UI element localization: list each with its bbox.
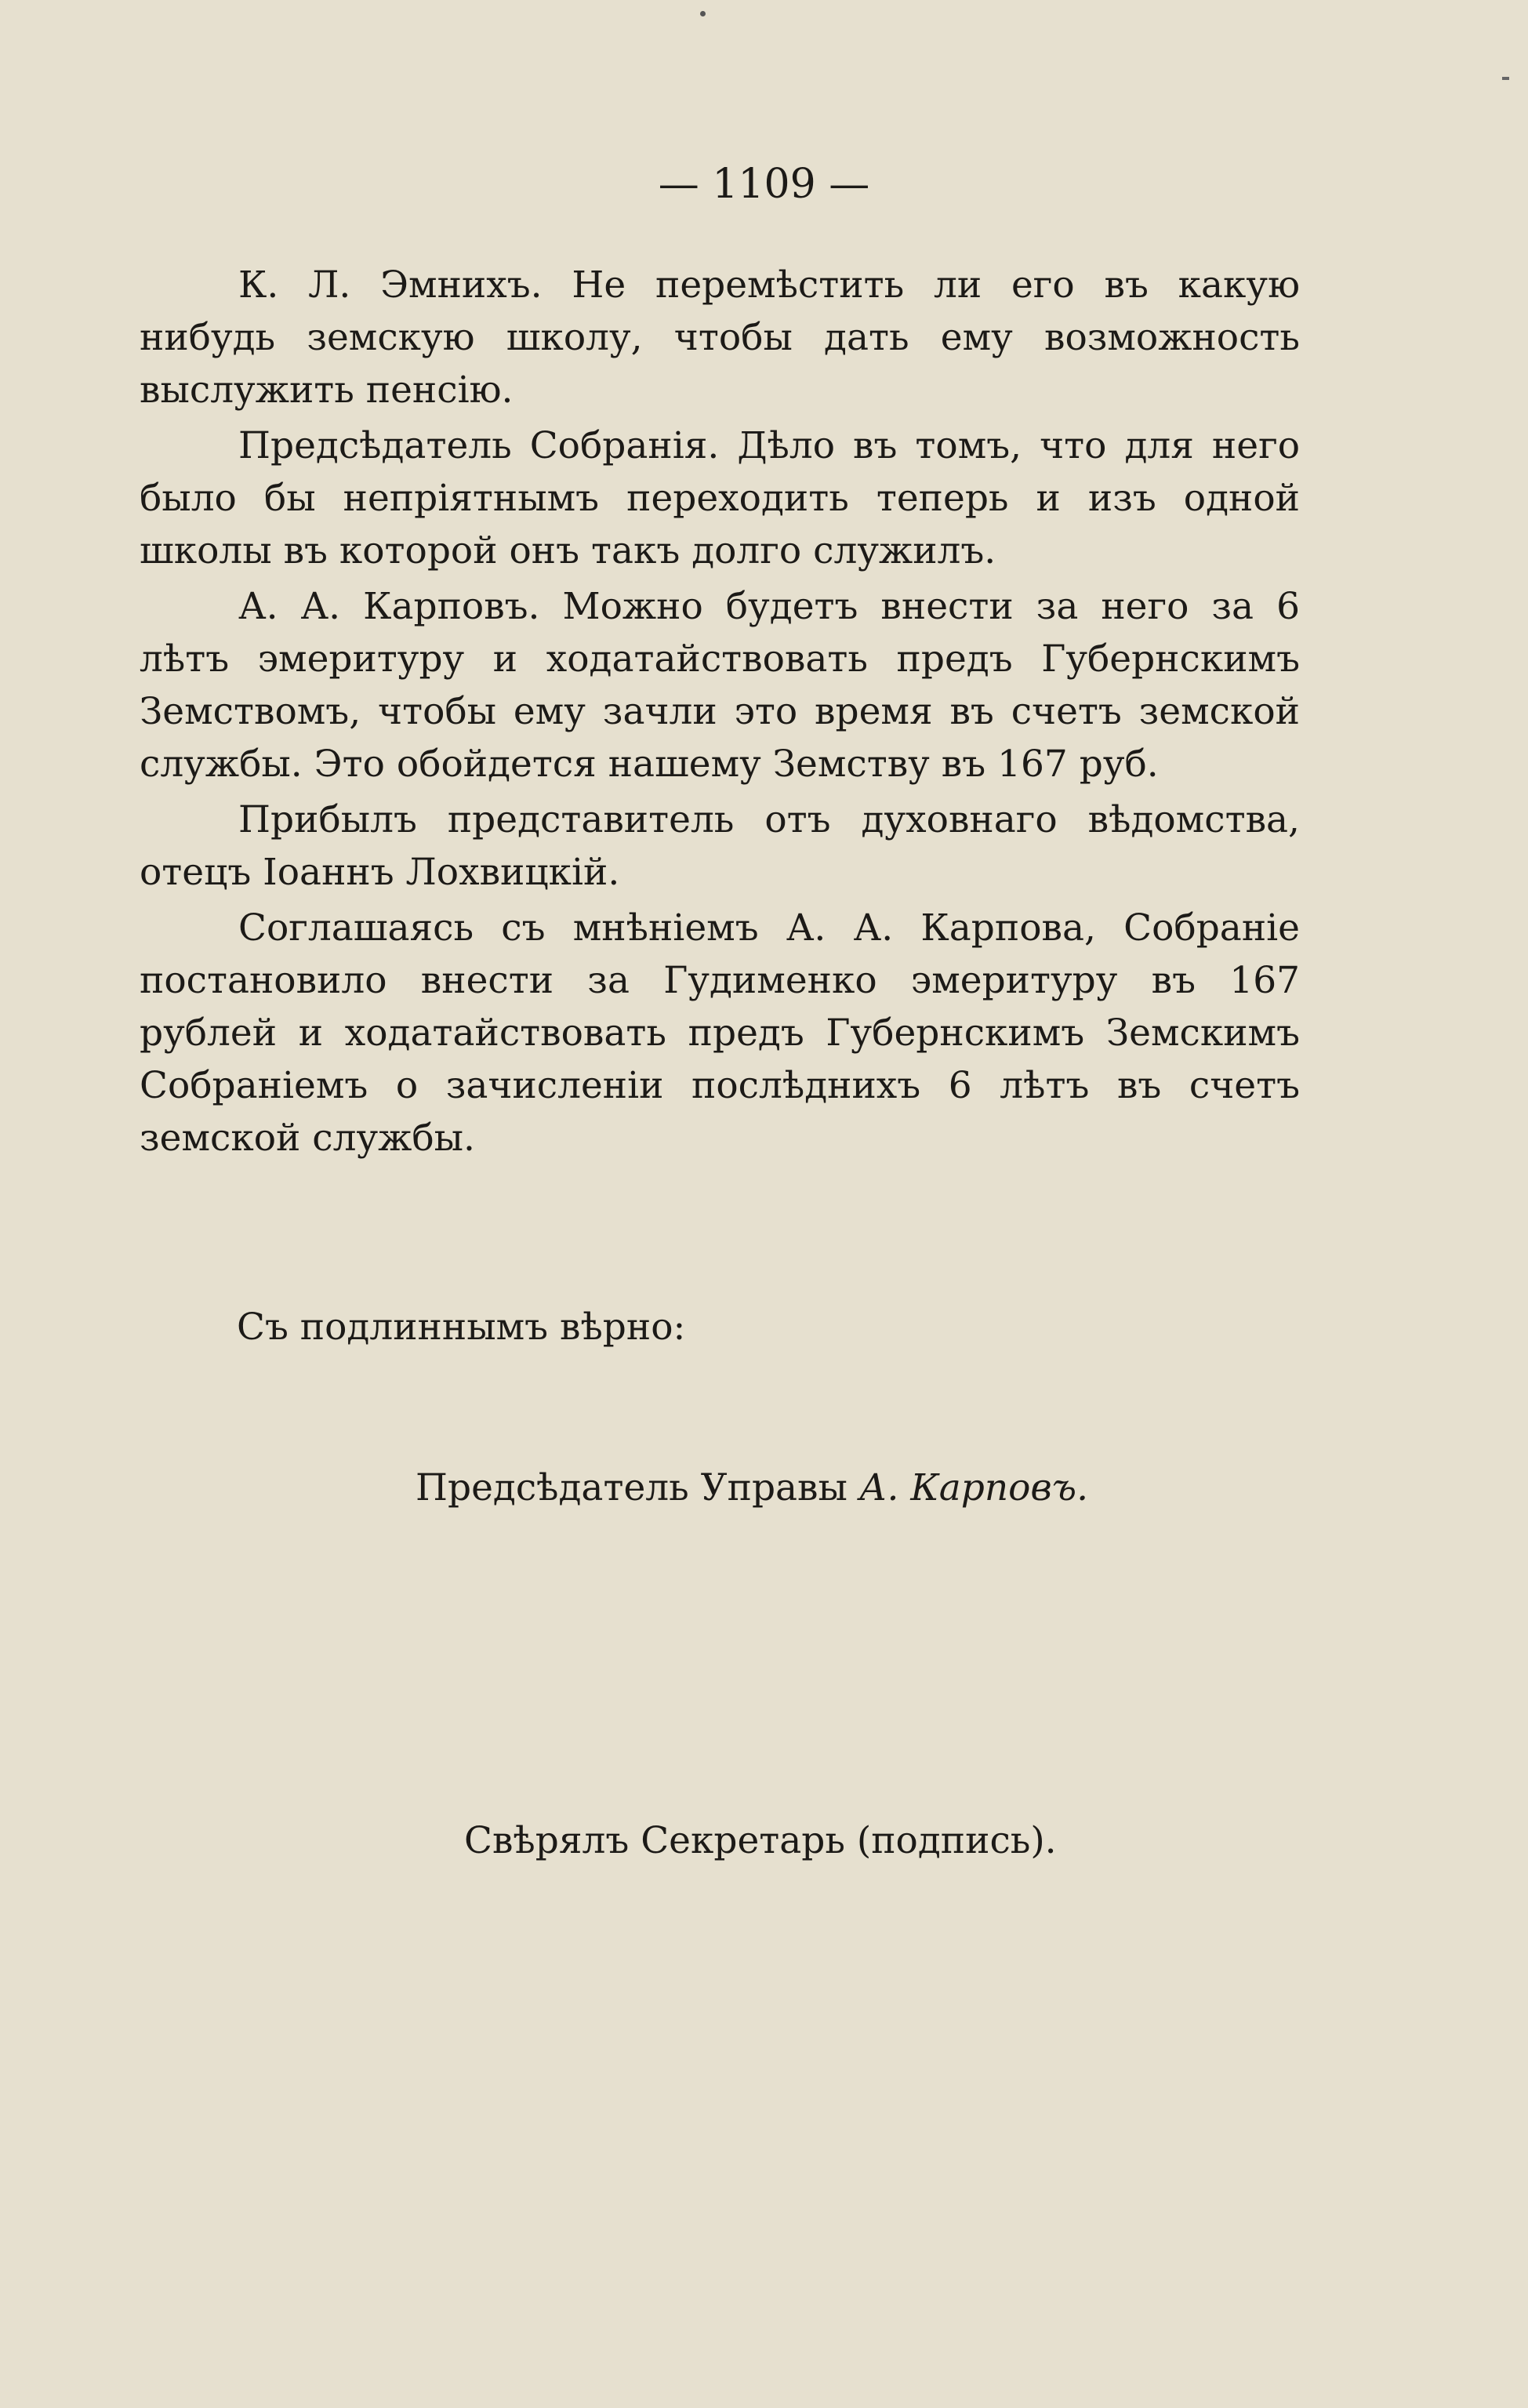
paragraph-emnikh: К. Л. Эмнихъ. Не перемѣстить ли его въ какую нибудь земскую школу, чтобы дать ему возможность выслужить пенсію. — [140, 263, 1300, 412]
paragraph-karpov: А. А. Карповъ. Можно будетъ внести за него за 6 лѣтъ эмеритуру и ходатайствовать предъ Губернскимъ Земствомъ, чтобы ему зачли это время въ счетъ земской службы. Это обойдется нашему Земству въ 167 руб. — [140, 585, 1300, 786]
minutes-text — [140, 259, 1300, 1168]
page-number: — 1109 — — [658, 161, 870, 208]
chairman-title: Предсѣдатель Управы — [416, 1466, 847, 1509]
paragraph-arrival: Прибылъ представитель отъ духовнаго вѣдомства, отецъ Іоаннъ Лохвицкій. — [140, 798, 1300, 894]
print-speck — [700, 11, 706, 16]
chairman-name: А. Карповъ. — [858, 1466, 1089, 1509]
print-speck — [1502, 77, 1509, 80]
attestation-line: Съ подлиннымъ вѣрно: — [237, 1306, 686, 1349]
paragraph-resolution: Соглашаясь съ мнѣніемъ А. А. Карпова, Собраніе постановило внести за Гудименко эмеритуру въ 167 рублей и ходатайствовать предъ Губернскимъ Земскимъ Собраніемъ о зачисленіи послѣднихъ 6 лѣтъ въ счетъ земской службы. — [140, 906, 1300, 1160]
paragraph-chairman-assembly: Предсѣдатель Собранія. Дѣло въ томъ, что для него было бы непріятнымъ переходить теперь и изъ одной школы въ которой онъ такъ долго служилъ. — [140, 424, 1300, 572]
secretary-check-line: Свѣрялъ Секретарь (подпись). — [464, 1819, 1057, 1862]
chairman-signature-line — [416, 1466, 1088, 1509]
